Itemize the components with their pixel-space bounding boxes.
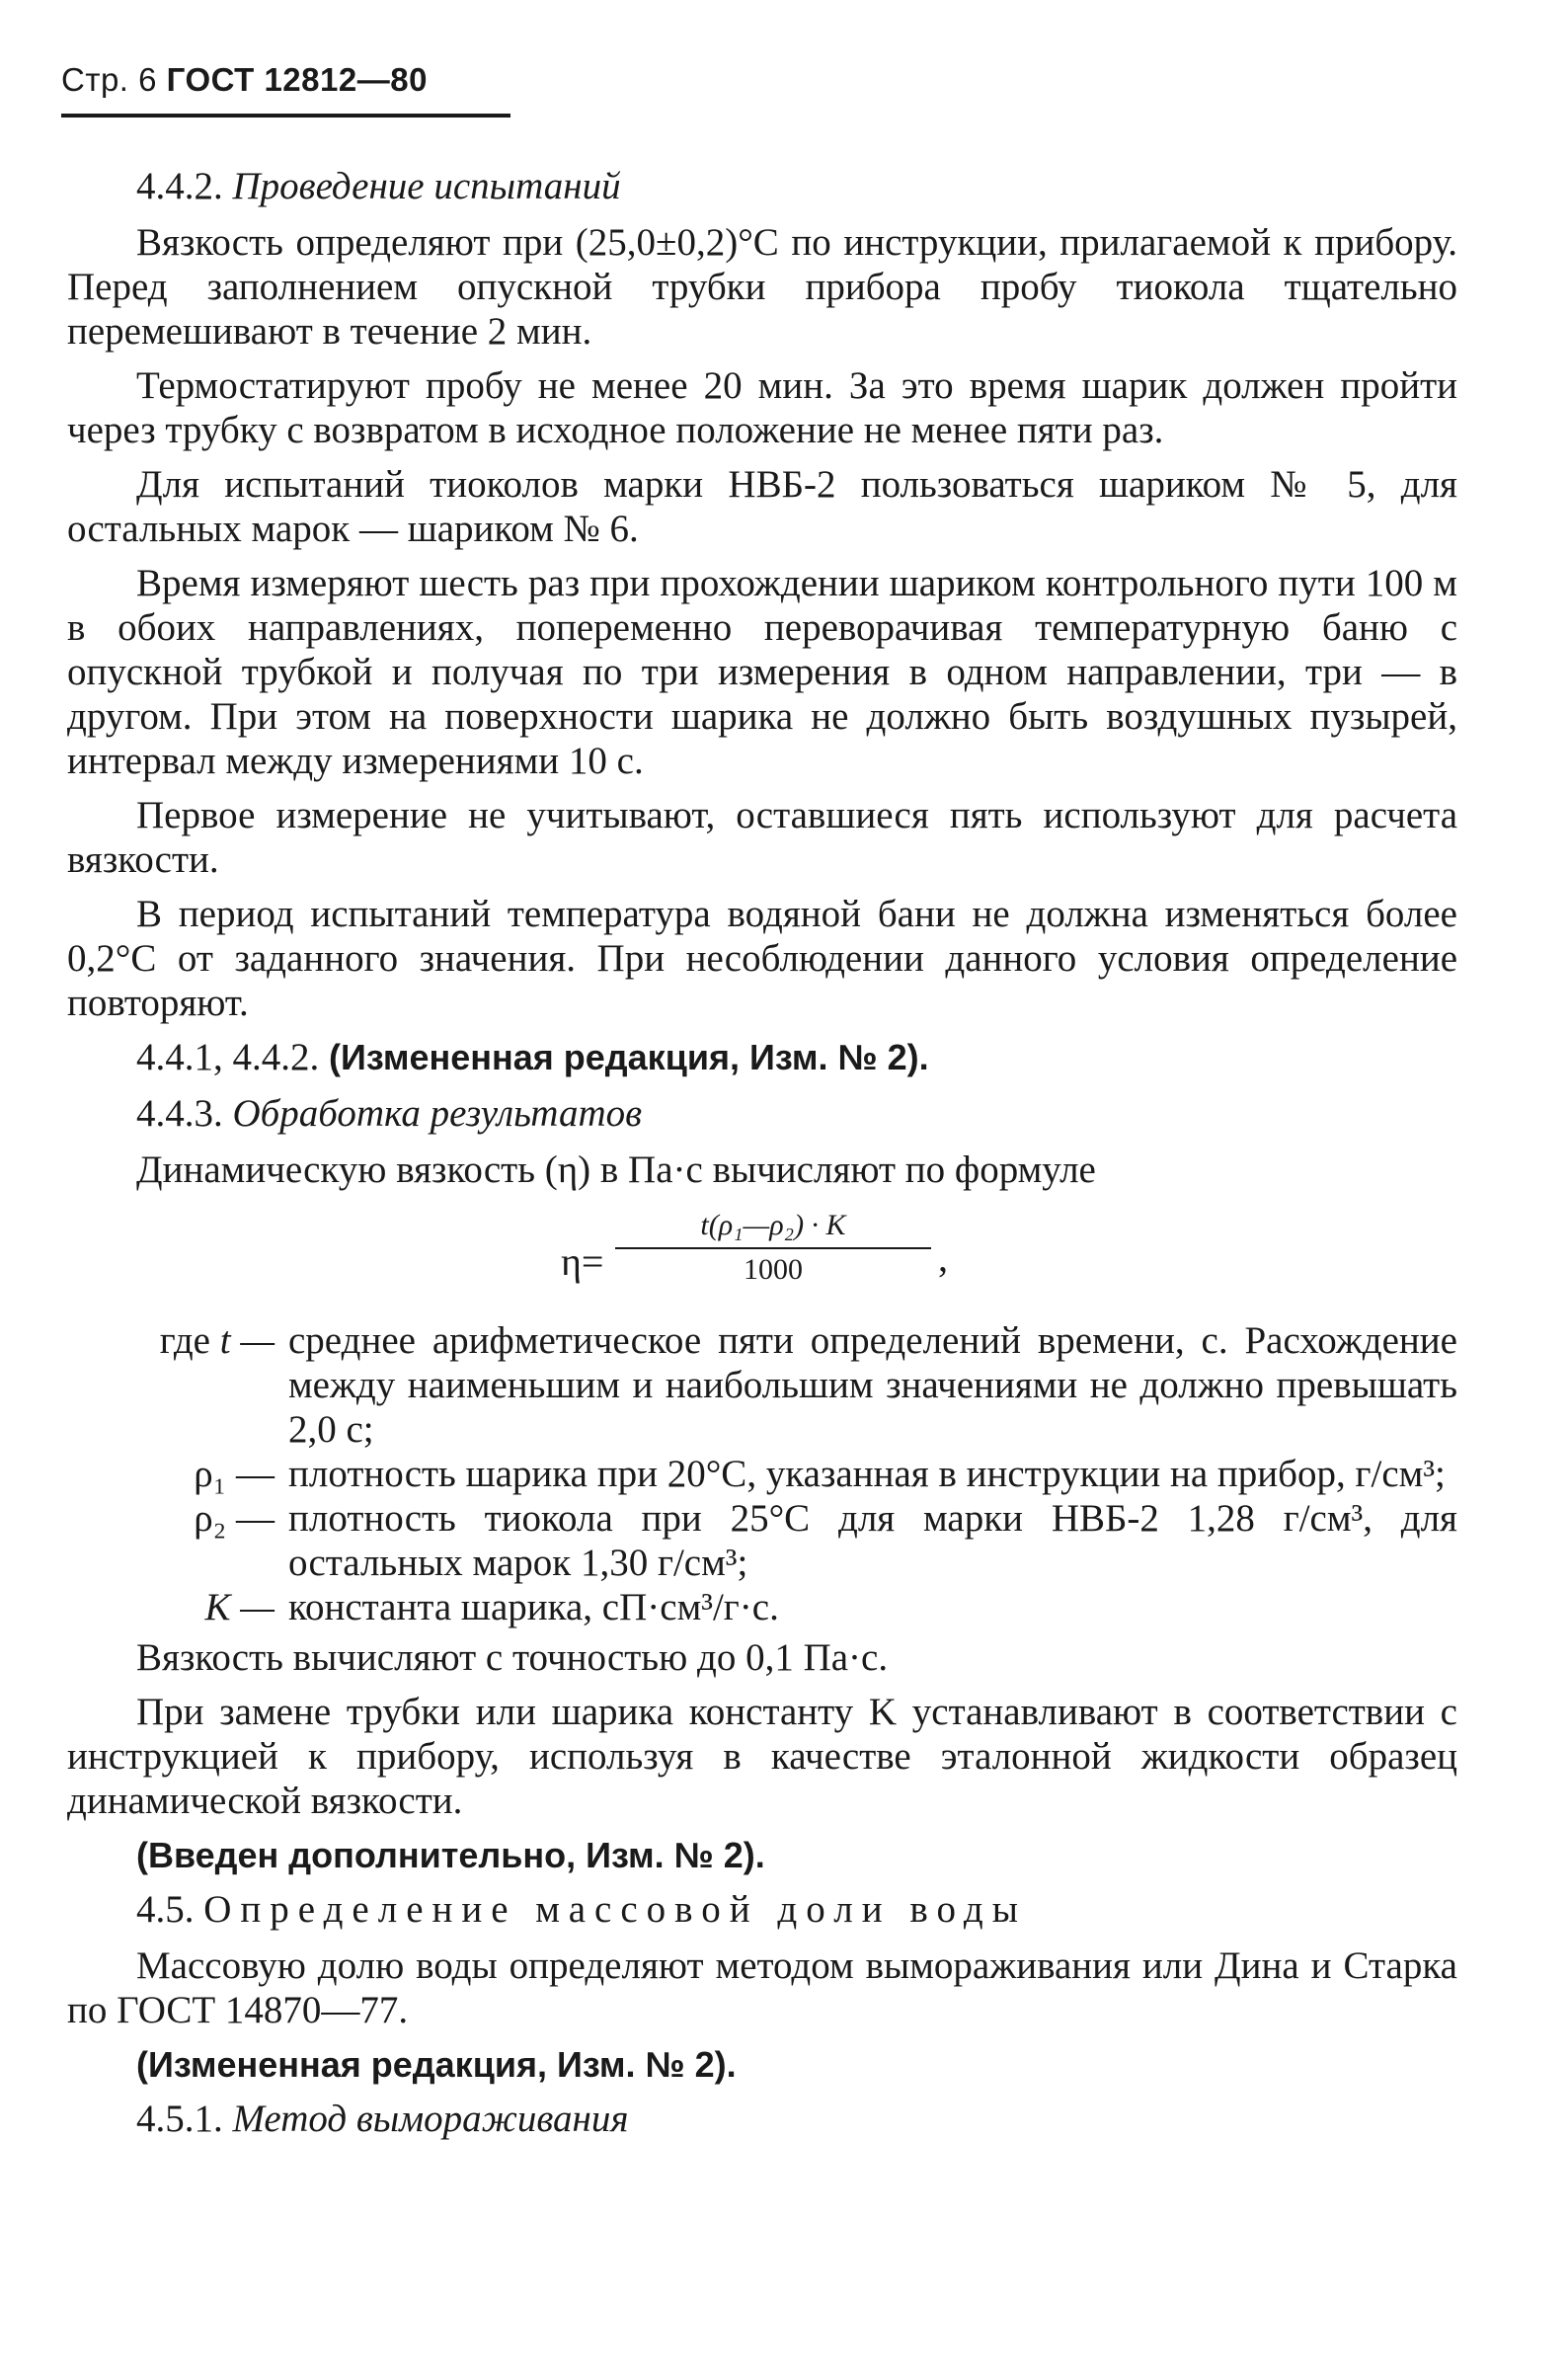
heading-title: Проведение испытаний bbox=[232, 165, 621, 207]
heading-title: Обработка результатов bbox=[232, 1092, 643, 1135]
formula-intro: Динамическую вязкость (η) в Па·с вычисляют по формуле bbox=[136, 1149, 1096, 1191]
formula-numerator: t(ρ₁—ρ₂) · K bbox=[700, 1209, 846, 1241]
formula-definitions bbox=[67, 1318, 1457, 1629]
section-heading-4-5 bbox=[67, 1887, 1457, 1932]
paragraph: Массовую долю воды определяют методом вымораживания или Дина и Старка по ГОСТ 14870—77. bbox=[67, 1944, 1457, 2031]
section-heading-4-4-3 bbox=[67, 1091, 1457, 1136]
heading-number: 4.4.2. bbox=[136, 165, 223, 207]
term-symbol: ρ₂ — bbox=[194, 1497, 274, 1540]
definition-row bbox=[67, 1585, 1457, 1629]
heading-title: Метод вымораживания bbox=[232, 2098, 629, 2140]
amendment-text: (Измененная редакция, Изм. № 2). bbox=[329, 1037, 929, 1077]
definition-text: плотность шарика при 20°С, указанная в инструкции на прибор, г/см³; bbox=[288, 1453, 1446, 1495]
amendment-note bbox=[67, 1035, 1457, 1079]
definition-row bbox=[67, 1452, 1457, 1496]
term-symbol: ρ₁ — bbox=[194, 1453, 274, 1495]
formula-lhs: η= bbox=[561, 1239, 604, 1284]
definition-row bbox=[67, 1496, 1457, 1585]
formula-tail: , bbox=[938, 1235, 948, 1280]
paragraph: Первое измерение не учитывают, оставшиеся пять используют для расчета вязкости. bbox=[67, 794, 1457, 881]
heading-title: Определение массовой доли воды bbox=[203, 1888, 1027, 1931]
heading-number: 4.5. bbox=[136, 1888, 195, 1931]
formula-denominator: 1000 bbox=[744, 1253, 803, 1286]
definition-text: плотность тиокола при 25°С для марки НВБ-2 1,28 г/см³, для остальных марок 1,30 г/см³; bbox=[288, 1497, 1457, 1584]
paragraph: Для испытаний тиоколов марки НВБ-2 пользоваться шариком № 5, для остальных марок — шариком № 6. bbox=[67, 463, 1457, 550]
paragraph: При замене трубки или шарика константу K устанавливают в соответствии с инструкцией к прибору, используя в качестве эталонной жидкости образец динамической вязкости. bbox=[67, 1691, 1457, 1822]
paragraph: Вязкость вычисляют с точностью до 0,1 Па·с. bbox=[136, 1636, 889, 1679]
paragraph: Термостатируют пробу не менее 20 мин. За это время шарик должен пройти через трубку с возвратом в исходное положение не менее пяти раз. bbox=[67, 364, 1457, 451]
header-rule bbox=[61, 114, 510, 118]
section-heading-4-5-1 bbox=[67, 2097, 1457, 2141]
paragraph: В период испытаний температура водяной бани не должна изменяться более 0,2°С от заданного значения. При несоблюдении данного условия определение повторяют. bbox=[67, 893, 1457, 1024]
document-body bbox=[67, 158, 1457, 2153]
definition-text: среднее арифметическое пяти определений времени, с. Расхождение между наименьшим и наибольшим значениями не должно превышать 2,0 с; bbox=[288, 1319, 1457, 1451]
amendment-ref: 4.4.1, 4.4.2. bbox=[136, 1036, 320, 1078]
heading-number: 4.5.1. bbox=[136, 2098, 223, 2140]
paragraph: Время измеряют шесть раз при прохождении шариком контрольного пути 100 м в обоих направлениях, попеременно переворачивая температурную баню с опускной трубкой и получая по три измерения в одном направлении, три — в другом. При этом на поверхности шарика не должно быть воздушных пузырей, интервал между измерениями 10 с. bbox=[67, 562, 1457, 782]
term-symbol: t — bbox=[219, 1319, 274, 1362]
paragraph: Вязкость определяют при (25,0±0,2)°С по инструкции, прилагаемой к прибору. Перед заполнением опускной трубки прибора пробу тиокола тщательно перемешивают в течение 2 мин. bbox=[67, 221, 1457, 353]
standard-code: ГОСТ 12812—80 bbox=[166, 61, 428, 98]
amendment-note: (Измененная редакция, Изм. № 2). bbox=[136, 2044, 737, 2085]
page-header bbox=[61, 61, 428, 99]
definition-text: константа шарика, сП·см³/г·с. bbox=[288, 1586, 779, 1628]
heading-number: 4.4.3. bbox=[136, 1092, 223, 1135]
definition-term bbox=[67, 1318, 288, 1452]
formula-fraction bbox=[615, 1208, 931, 1287]
page-number: Стр. 6 bbox=[61, 61, 157, 98]
term-symbol: K — bbox=[204, 1586, 274, 1628]
section-heading-4-4-2 bbox=[67, 164, 1457, 208]
definition-row bbox=[67, 1318, 1457, 1452]
viscosity-formula bbox=[67, 1202, 1457, 1310]
where-label: где bbox=[159, 1319, 210, 1362]
fraction-bar bbox=[615, 1247, 931, 1249]
amendment-note: (Введен дополнительно, Изм. № 2). bbox=[136, 1835, 765, 1875]
